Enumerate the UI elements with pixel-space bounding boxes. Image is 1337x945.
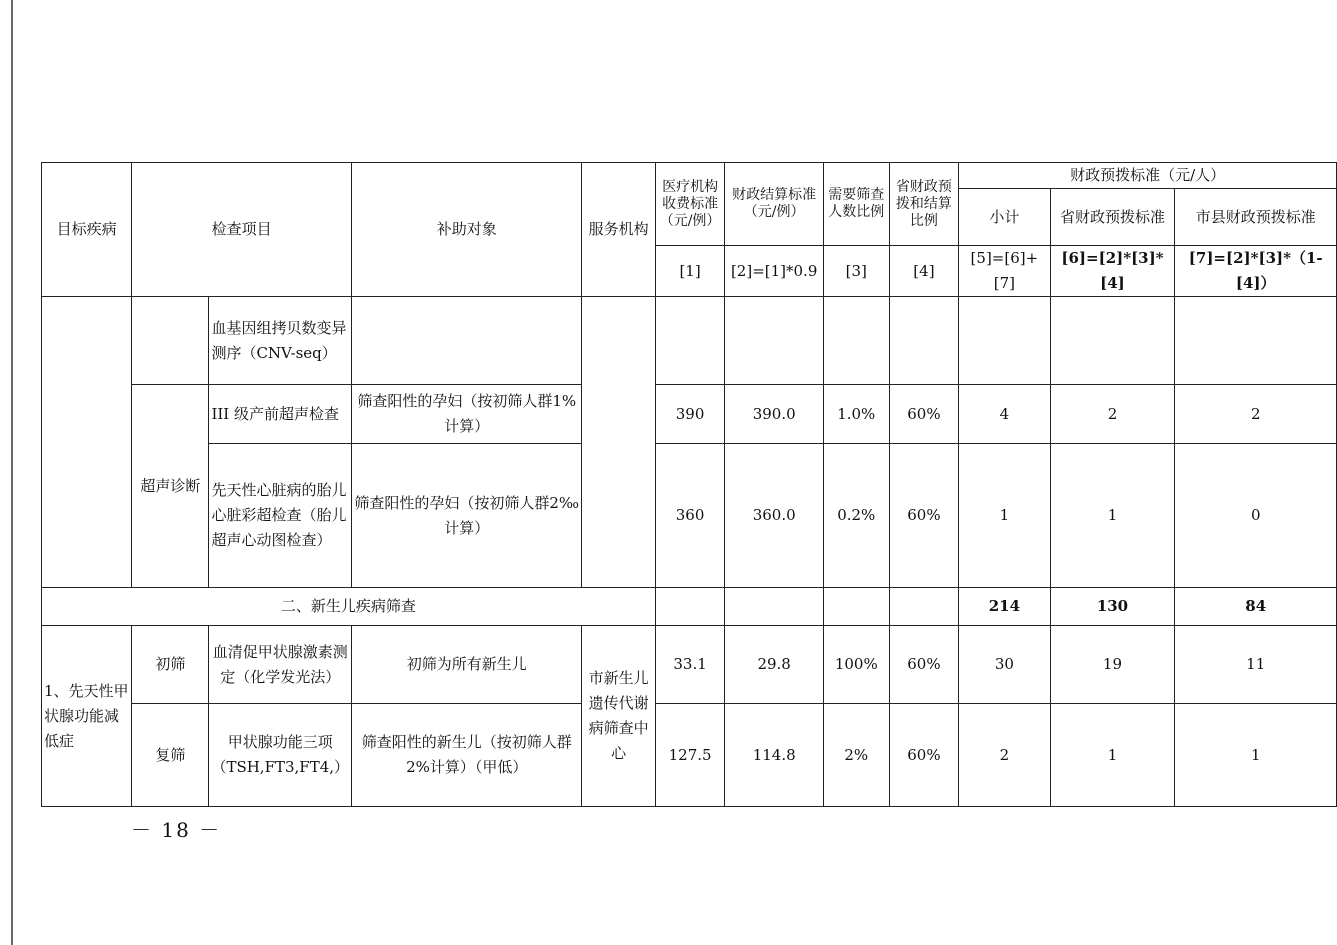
ratio-cell: 0.2%	[823, 444, 889, 588]
section-newborn-title: 二、新生儿疾病筛查	[42, 588, 656, 626]
target-fetal-heart: 筛查阳性的孕妇（按初筛人群2‰计算）	[352, 444, 582, 588]
ratio-cell: 1.0%	[823, 385, 889, 444]
empty-cell	[889, 297, 959, 385]
section-prov-std: 130	[1050, 588, 1175, 626]
group-ultrasound: 超声诊断	[132, 385, 209, 588]
settle-cell: 360.0	[725, 444, 823, 588]
empty-disease-cell	[42, 297, 132, 588]
empty-cell	[352, 297, 582, 385]
city-std-cell: 2	[1175, 385, 1337, 444]
empty-group-cell	[132, 297, 209, 385]
item-level3-ultrasound: III 级产前超声检查	[209, 385, 352, 444]
formula-1: [1]	[655, 246, 725, 297]
header-service-agency: 服务机构	[582, 163, 655, 297]
ratio-cell: 2%	[823, 704, 889, 807]
header-target-disease: 目标疾病	[42, 163, 132, 297]
section-subtotal: 214	[959, 588, 1050, 626]
section-row	[42, 588, 1337, 626]
settle-cell: 29.8	[725, 626, 823, 704]
formula-7: [7]=[2]*[3]*（1-[4]）	[1175, 246, 1337, 297]
prov-ratio-cell: 60%	[889, 444, 959, 588]
disease-hypothyroid: 1、先天性甲状腺功能减低症	[42, 626, 132, 807]
header-screen-ratio: 需要筛查人数比例	[823, 163, 889, 246]
city-std-cell: 0	[1175, 444, 1337, 588]
formula-5: [5]=[6]+[7]	[959, 246, 1050, 297]
formula-3: [3]	[823, 246, 889, 297]
subtotal-cell: 4	[959, 385, 1050, 444]
stage-initial: 初筛	[132, 626, 209, 704]
formula-6: [6]=[2]*[3]*[4]	[1050, 246, 1175, 297]
empty-cell	[823, 588, 889, 626]
stage-recheck: 复筛	[132, 704, 209, 807]
settle-cell: 114.8	[725, 704, 823, 807]
target-level3-ultrasound: 筛查阳性的孕妇（按初筛人群1%计算）	[352, 385, 582, 444]
page-number: － 18 －	[131, 818, 222, 842]
empty-cell	[655, 588, 725, 626]
header-fiscal-settle: 财政结算标准（元/例）	[725, 163, 823, 246]
settle-cell: 390.0	[725, 385, 823, 444]
prov-std-cell: 1	[1050, 444, 1175, 588]
header-check-item: 检查项目	[132, 163, 352, 297]
item-cnv-seq: 血基因组拷贝数变异测序（CNV-seq）	[209, 297, 352, 385]
empty-cell	[725, 297, 823, 385]
empty-cell	[1175, 297, 1337, 385]
header-prealloc-group: 财政预拨标准（元/人）	[959, 163, 1337, 189]
empty-cell	[1050, 297, 1175, 385]
header-city-std: 市县财政预拨标准	[1175, 189, 1337, 246]
prov-ratio-cell: 60%	[889, 704, 959, 807]
formula-4: [4]	[889, 246, 959, 297]
header-medical-fee: 医疗机构收费标准（元/例）	[655, 163, 725, 246]
prov-ratio-cell: 60%	[889, 626, 959, 704]
city-std-cell: 1	[1175, 704, 1337, 807]
table-row	[42, 704, 1337, 807]
fee-cell: 33.1	[655, 626, 725, 704]
subsidy-table	[41, 162, 1337, 807]
subtotal-cell: 2	[959, 704, 1050, 807]
table-row	[42, 626, 1337, 704]
formula-2: [2]=[1]*0.9	[725, 246, 823, 297]
ratio-cell: 100%	[823, 626, 889, 704]
empty-cell	[959, 297, 1050, 385]
empty-cell	[889, 588, 959, 626]
header-subsidy-target: 补助对象	[352, 163, 582, 297]
subtotal-cell: 30	[959, 626, 1050, 704]
item-fetal-heart: 先天性心脏病的胎儿心脏彩超检查（胎儿超声心动图检查）	[209, 444, 352, 588]
empty-cell	[655, 297, 725, 385]
prov-std-cell: 2	[1050, 385, 1175, 444]
header-prov-std: 省财政预拨标准	[1050, 189, 1175, 246]
item-tsh: 血清促甲状腺激素测定（化学发光法）	[209, 626, 352, 704]
item-thyroid-three: 甲状腺功能三项（TSH,FT3,FT4,）	[209, 704, 352, 807]
section-city-std: 84	[1175, 588, 1337, 626]
agency-newborn-center: 市新生儿遗传代谢病筛查中心	[582, 626, 655, 807]
empty-cell	[725, 588, 823, 626]
prov-std-cell: 1	[1050, 704, 1175, 807]
target-recheck: 筛查阳性的新生儿（按初筛人群 2%计算）（甲低）	[352, 704, 582, 807]
header-prov-ratio: 省财政预拨和结算比例	[889, 163, 959, 246]
binding-line	[11, 0, 13, 945]
prov-ratio-cell: 60%	[889, 385, 959, 444]
table-row	[42, 385, 1337, 444]
table-row	[42, 444, 1337, 588]
empty-agency-cell	[582, 297, 655, 588]
fee-cell: 127.5	[655, 704, 725, 807]
empty-cell	[823, 297, 889, 385]
header-subtotal: 小计	[959, 189, 1050, 246]
target-initial: 初筛为所有新生儿	[352, 626, 582, 704]
subtotal-cell: 1	[959, 444, 1050, 588]
fee-cell: 360	[655, 444, 725, 588]
fee-cell: 390	[655, 385, 725, 444]
city-std-cell: 11	[1175, 626, 1337, 704]
table-row	[42, 297, 1337, 385]
prov-std-cell: 19	[1050, 626, 1175, 704]
